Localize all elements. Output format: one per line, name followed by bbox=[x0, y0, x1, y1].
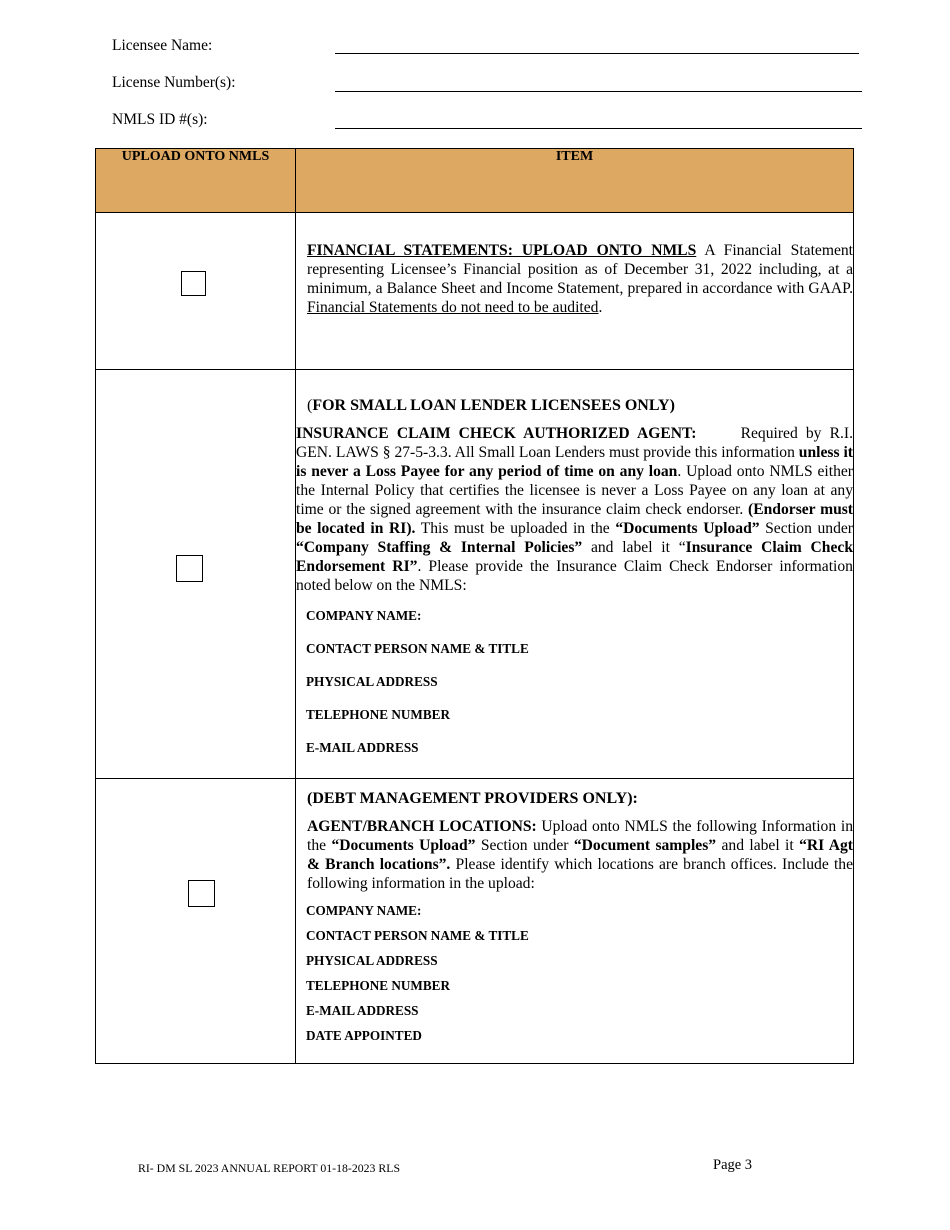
field-email: E-MAIL ADDRESS bbox=[306, 740, 419, 755]
field-email: E-MAIL ADDRESS bbox=[306, 1003, 419, 1018]
form-identifier: RI- DM SL 2023 ANNUAL REPORT 01-18-2023 RLS bbox=[138, 1161, 401, 1175]
financial-statements-heading: FINANCIAL STATEMENTS: UPLOAD ONTO NMLS bbox=[307, 242, 697, 259]
column-header-item: ITEM bbox=[296, 149, 854, 213]
upload-checkbox-cell bbox=[96, 213, 296, 370]
financial-statements-text: FINANCIAL STATEMENTS: UPLOAD ONTO NMLS A Financial Statement representing Licensee’s Financial position as of December 31, 2022 including, at a minimum, a Balance Sheet and Income Statement, prepared in accordance with GAAP. Financial Statements do not need to be audited. bbox=[307, 242, 854, 316]
license-numbers-field[interactable] bbox=[335, 91, 862, 92]
small-loan-scope: (FOR SMALL LOAN LENDER LICENSEES ONLY) bbox=[307, 397, 675, 414]
table-header-row bbox=[96, 149, 854, 213]
licensee-name-label: Licensee Name: bbox=[112, 37, 213, 54]
page-number: Page 3 bbox=[713, 1157, 753, 1173]
financial-statements-checkbox[interactable] bbox=[181, 271, 206, 296]
table-row bbox=[96, 213, 854, 370]
audit-note: Financial Statements do not need to be audited bbox=[307, 299, 599, 316]
field-telephone: TELEPHONE NUMBER bbox=[306, 707, 450, 722]
item-cell bbox=[296, 370, 854, 779]
field-date-appointed: DATE APPOINTED bbox=[306, 1028, 422, 1043]
agent-branch-text: AGENT/BRANCH LOCATIONS: Upload onto NMLS the following Information in the “Documents Upload” Section under “Document samples” and label it “RI Agt & Branch locations”. Please identify which locations are branch offices. Include the following information in the upload: bbox=[307, 818, 853, 892]
field-company-name: COMPANY NAME: bbox=[306, 903, 422, 918]
field-contact-person: CONTACT PERSON NAME & TITLE bbox=[306, 641, 529, 656]
field-physical-address: PHYSICAL ADDRESS bbox=[306, 674, 438, 689]
field-company-name: COMPANY NAME: bbox=[306, 608, 422, 623]
licensee-name-field[interactable] bbox=[335, 53, 859, 54]
item-cell bbox=[296, 213, 854, 370]
nmls-id-field[interactable] bbox=[335, 128, 862, 129]
upload-checkbox-cell bbox=[96, 779, 296, 1064]
column-header-upload: UPLOAD ONTO NMLS bbox=[96, 149, 296, 213]
license-numbers-label: License Number(s): bbox=[112, 74, 236, 91]
agent-branch-heading: AGENT/BRANCH LOCATIONS: bbox=[307, 818, 537, 835]
agent-branch-checkbox[interactable] bbox=[188, 880, 215, 907]
field-telephone: TELEPHONE NUMBER bbox=[306, 978, 450, 993]
field-physical-address: PHYSICAL ADDRESS bbox=[306, 953, 438, 968]
insurance-agent-text: INSURANCE CLAIM CHECK AUTHORIZED AGENT: Required by R.I. GEN. LAWS § 27-5-3.3. All Small Loan Lenders must provide this information unless it is never a Loss Payee for any period of time on any loan. Upload onto NMLS either the Internal Policy that certifies the licensee is never a Loss Payee on any loan at any time or the signed agreement with the insurance claim check endorser. (Endorser must be located in RI). This must be uploaded in the “Documents Upload” Section under “Company Staffing & Internal Policies” and label it “Insurance Claim Check Endorsement RI”. Please provide the Insurance Claim Check Endorser information noted below on the NMLS: bbox=[296, 425, 854, 594]
upload-items-table bbox=[95, 148, 854, 1064]
debt-management-scope: (DEBT MANAGEMENT PROVIDERS ONLY): bbox=[307, 790, 638, 807]
table-row bbox=[96, 370, 854, 779]
item-cell bbox=[296, 779, 854, 1064]
insurance-agent-checkbox[interactable] bbox=[176, 555, 203, 582]
upload-checkbox-cell bbox=[96, 370, 296, 779]
nmls-id-label: NMLS ID #(s): bbox=[112, 111, 208, 128]
insurance-agent-heading: INSURANCE CLAIM CHECK AUTHORIZED AGENT: bbox=[296, 425, 697, 442]
table-row bbox=[96, 779, 854, 1064]
field-contact-person: CONTACT PERSON NAME & TITLE bbox=[306, 928, 529, 943]
